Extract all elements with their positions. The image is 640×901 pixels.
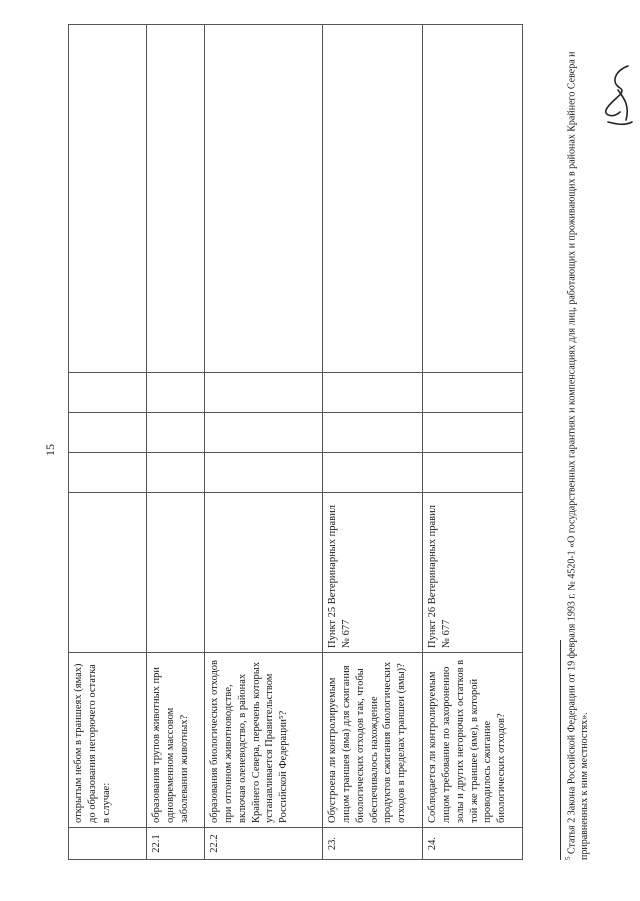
answer-na-cell (69, 373, 147, 413)
reference-cell (147, 493, 205, 653)
comment-cell (147, 25, 205, 373)
row-number: 23. (323, 828, 423, 860)
table-row (69, 25, 147, 860)
answer-yes-cell (147, 453, 205, 493)
row-number: 24. (423, 828, 523, 860)
comment-cell (323, 25, 423, 373)
reference-cell: Пункт 26 Ветеринарных правил № 677 (423, 493, 523, 653)
comment-cell (69, 25, 147, 373)
answer-yes-cell (69, 453, 147, 493)
answer-no-cell (205, 413, 323, 453)
table-row (205, 25, 323, 860)
answer-no-cell (69, 413, 147, 453)
row-number: 22.1 (147, 828, 205, 860)
comment-cell (423, 25, 523, 373)
answer-na-cell (323, 373, 423, 413)
answer-yes-cell (205, 453, 323, 493)
row-number (69, 828, 147, 860)
checklist-table (68, 24, 523, 860)
footnote-marker: 5 (564, 856, 572, 860)
answer-no-cell (423, 413, 523, 453)
table-row (323, 25, 423, 860)
question-cell: открытым небом в траншеях (ямах) до образования негорючего остатка в случае: (69, 653, 147, 828)
page-number: 15 (43, 444, 57, 456)
reference-cell (69, 493, 147, 653)
answer-no-cell (147, 413, 205, 453)
row-number: 22.2 (205, 828, 323, 860)
table-row (423, 25, 523, 860)
answer-yes-cell (323, 453, 423, 493)
footnote-divider (560, 640, 561, 860)
answer-yes-cell (423, 453, 523, 493)
question-cell: Обустроена ли контролируемым лицом траншея (яма) для сжигания биологических отходов так, чтобы обеспечивалось нахождение продуктов сжигания биологических отходов в пределах траншеи (ямы)? (323, 653, 423, 828)
answer-na-cell (423, 373, 523, 413)
footnote (564, 20, 591, 860)
question-cell: Соблюдается ли контролируемым лицом требование по захоронению золы и других негорючих остатков в той же траншее (яме), в которой проводилось сжигание биологических отходов? (423, 653, 523, 828)
answer-no-cell (323, 413, 423, 453)
answer-na-cell (205, 373, 323, 413)
reference-cell: Пункт 25 Ветеринарных правил № 677 (323, 493, 423, 653)
table-row (147, 25, 205, 860)
answer-na-cell (147, 373, 205, 413)
question-cell: образования трупов животных при одновременном массовом заболевании животных? (147, 653, 205, 828)
comment-cell (205, 25, 323, 373)
reference-cell (205, 493, 323, 653)
footnote-text: Статья 2 Закона Российской Федерации от 19 февраля 1993 г. № 4520-1 «О государственных гарантиях и компенсациях для лиц, работающих и проживающих в районах Крайнего Севера и приравненных к ним местностях». (566, 51, 590, 860)
question-cell: образования биологических отходов при отгонном животноводстве, включая оленеводство, в районах Крайнего Севера, перечень которых устанавливается Правительством Российской Федерации⁵? (205, 653, 323, 828)
